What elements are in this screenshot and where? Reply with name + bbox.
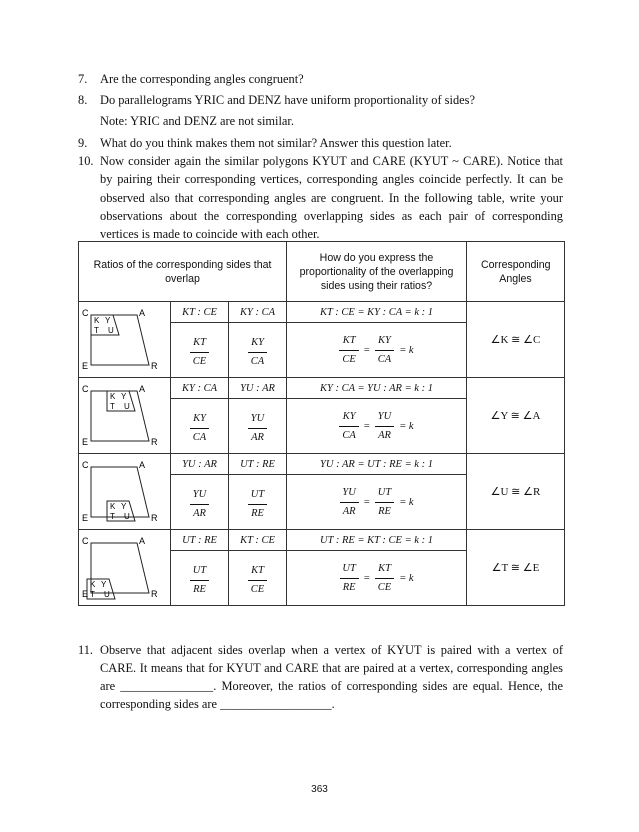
table-row (79, 530, 565, 551)
fraction: $\frac{YU}{AR}$ (248, 412, 267, 445)
quadrilateral-diagram (79, 531, 169, 605)
fraction: $\frac{KT}{CE}$ (190, 336, 209, 369)
question-text: Do parallelograms YRIC and DENZ have uniform proportionality of sides? (100, 93, 475, 107)
header-angles: Corresponding Angles (467, 242, 565, 302)
question-note: Note: YRIC and DENZ are not similar. (100, 114, 294, 128)
label-c: C (82, 383, 89, 394)
equals-sign: = (363, 572, 370, 584)
ratio-1: YU : AR (171, 454, 229, 475)
fraction-cell-1 (171, 551, 229, 606)
equals-sign: = (363, 420, 370, 432)
question-text: Observe that adjacent sides overlap when a vertex of KYUT is paired with a vertex of CARE. It means that for KYUT and CARE that are paired at a vertex, corresponding angles are _______________. Moreover, the ratios of corresponding sides are equal. Hence, the corresponding sides are __________________. (100, 643, 563, 711)
fraction-cell-1 (171, 475, 229, 530)
fraction: $\frac{KY}{CA}$ (375, 334, 394, 367)
fraction: $\frac{UT}{RE}$ (190, 564, 209, 597)
label-e: E (82, 360, 89, 371)
ratio-2: YU : AR (229, 378, 287, 399)
quadrilateral-diagram (79, 303, 169, 377)
fraction: $\frac{YU}{AR}$ (339, 486, 358, 519)
label-t: T (110, 401, 115, 411)
fraction: $\frac{KT}{CE}$ (248, 564, 267, 597)
label-y: Y (105, 315, 111, 325)
question-text: Now consider again the similar polygons KYUT and CARE (KYUT ~ CARE). Notice that by pairing their corresponding vertices, corresponding angles coincide perfectly. It can be observed also that corresponding angles are congruent. In the following table, write your observations about the corresponding overlapping sides as each pair of corresponding vertices is made to coincide with each other. (100, 154, 563, 242)
label-y: Y (121, 391, 127, 401)
quadrilateral-diagram (79, 379, 169, 453)
label-r: R (151, 360, 158, 371)
fraction: $\frac{YU}{AR}$ (375, 410, 394, 443)
question-number: 7. (78, 72, 88, 86)
label-c: C (82, 535, 89, 546)
label-r: R (151, 436, 158, 447)
equals-sign: = (363, 496, 370, 508)
overlap-figure (79, 454, 171, 530)
question-10 (78, 152, 563, 243)
k-term: = k (399, 496, 414, 508)
fraction: $\frac{KT}{CE}$ (339, 334, 358, 367)
question-number: 8. (78, 93, 88, 107)
fraction-cell-1 (171, 399, 229, 454)
header-proportionality: How do you express the proportionality of the overlapping sides using their ratios? (287, 242, 467, 302)
label-t: T (90, 589, 95, 599)
proportion-statement: KY : CA = YU : AR = k : 1 (287, 378, 467, 399)
label-c: C (82, 307, 89, 318)
label-y: Y (121, 501, 127, 511)
corresponding-angle: ∠K ≅ ∠C (467, 302, 565, 378)
label-k: K (90, 579, 96, 589)
question-number: 9. (78, 136, 88, 150)
label-c: C (82, 459, 89, 470)
fraction-cell-2 (229, 323, 287, 378)
label-k: K (94, 315, 100, 325)
question-11 (78, 641, 563, 713)
fraction-cell-2 (229, 399, 287, 454)
ratio-2: KT : CE (229, 530, 287, 551)
fraction: $\frac{KY}{CA}$ (190, 412, 209, 445)
fraction: $\frac{KT}{CE}$ (375, 562, 394, 595)
label-a: A (139, 383, 146, 394)
equals-sign: = (363, 344, 370, 356)
overlap-figure (79, 530, 171, 606)
ratio-1: UT : RE (171, 530, 229, 551)
question-number: 10. (78, 154, 94, 168)
label-u: U (124, 401, 130, 411)
quadrilateral-diagram (79, 455, 169, 529)
overlap-figure (79, 302, 171, 378)
label-u: U (108, 325, 114, 335)
ratio-1: KT : CE (171, 302, 229, 323)
corresponding-angle: ∠U ≅ ∠R (467, 454, 565, 530)
table-row (79, 454, 565, 475)
fraction-cell-1 (171, 323, 229, 378)
proportion-statement: YU : AR = UT : RE = k : 1 (287, 454, 467, 475)
question-8 (78, 91, 563, 130)
fraction-equation (287, 399, 467, 454)
fraction: $\frac{UT}{RE}$ (375, 486, 394, 519)
fraction-cell-2 (229, 551, 287, 606)
question-7 (78, 70, 563, 88)
corresponding-angle: ∠T ≅ ∠E (467, 530, 565, 606)
fraction: $\frac{YU}{AR}$ (190, 488, 209, 521)
fraction: $\frac{UT}{RE}$ (248, 488, 267, 521)
k-term: = k (399, 420, 414, 432)
label-k: K (110, 501, 116, 511)
ratio-2: UT : RE (229, 454, 287, 475)
ratio-2: KY : CA (229, 302, 287, 323)
label-k: K (110, 391, 116, 401)
k-term: = k (399, 572, 414, 584)
label-y: Y (101, 579, 107, 589)
label-e: E (82, 436, 89, 447)
fraction: $\frac{UT}{RE}$ (339, 562, 358, 595)
corresponding-angle: ∠Y ≅ ∠A (467, 378, 565, 454)
ratio-1: KY : CA (171, 378, 229, 399)
proportion-statement: KT : CE = KY : CA = k : 1 (287, 302, 467, 323)
label-e: E (82, 588, 89, 599)
fraction-cell-2 (229, 475, 287, 530)
similarity-table (78, 241, 565, 606)
label-r: R (151, 512, 158, 523)
label-e: E (82, 512, 89, 523)
label-a: A (139, 307, 146, 318)
header-ratios: Ratios of the corresponding sides that overlap (79, 242, 287, 302)
table-row (79, 378, 565, 399)
label-r: R (151, 588, 158, 599)
label-u: U (124, 511, 130, 521)
fraction: $\frac{KY}{CA}$ (339, 410, 358, 443)
label-u: U (104, 589, 110, 599)
table-row (79, 302, 565, 323)
question-text: What do you think makes them not similar? Answer this question later. (100, 136, 452, 150)
fraction-equation (287, 551, 467, 606)
fraction: $\frac{KY}{CA}$ (248, 336, 267, 369)
k-term: = k (399, 344, 414, 356)
fraction-equation (287, 475, 467, 530)
overlap-figure (79, 378, 171, 454)
label-a: A (139, 459, 146, 470)
label-t: T (94, 325, 99, 335)
page-number: 363 (311, 784, 328, 795)
proportion-statement: UT : RE = KT : CE = k : 1 (287, 530, 467, 551)
question-text: Are the corresponding angles congruent? (100, 72, 304, 86)
fraction-equation (287, 323, 467, 378)
label-t: T (110, 511, 115, 521)
question-9 (78, 134, 563, 152)
question-number: 11. (78, 643, 94, 657)
label-a: A (139, 535, 146, 546)
